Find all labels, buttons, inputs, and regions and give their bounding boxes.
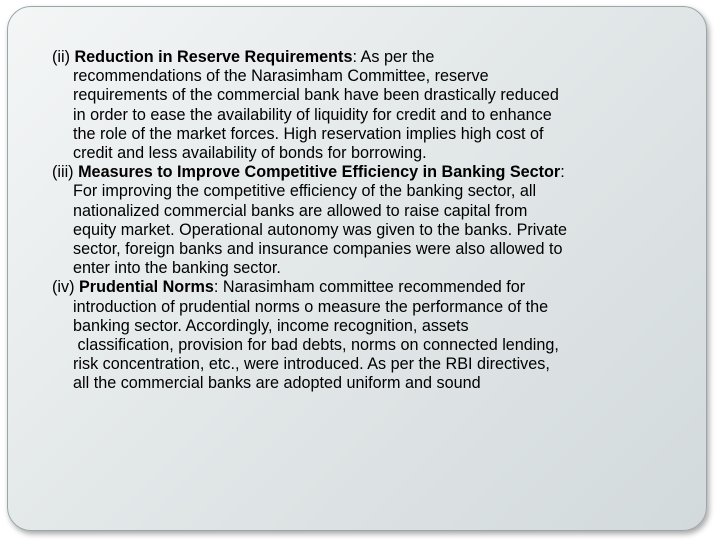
slide-body-text bbox=[52, 48, 697, 394]
item-text-line: : As per the bbox=[352, 48, 435, 66]
item-text-line: recommendations of the Narasimham Committee, reserve bbox=[73, 67, 489, 86]
item-heading: Reduction in Reserve Requirements bbox=[74, 48, 353, 66]
item-text-line: equity market. Operational autonomy was given to the banks. Private bbox=[73, 220, 567, 239]
item-text-line: requirements of the commercial bank have been drastically reduced bbox=[73, 86, 559, 105]
item-text-line: all the commercial banks are adopted uniform and sound bbox=[73, 374, 481, 393]
item-text-line: credit and less availability of bonds for borrowing. bbox=[73, 144, 427, 163]
item-text-line: : bbox=[560, 163, 565, 182]
slide-frame bbox=[7, 6, 707, 531]
item-text-line: : Narasimham committee recommended for bbox=[213, 278, 526, 297]
list-item-reserve-requirements bbox=[52, 48, 697, 163]
item-text-line: nationalized commercial banks are allowed to raise capital from bbox=[73, 201, 528, 220]
item-text-line: For improving the competitive efficiency of the banking sector, all bbox=[73, 182, 537, 201]
list-item-prudential-norms bbox=[52, 278, 697, 393]
item-text-line: the role of the market forces. High reservation implies high cost of bbox=[73, 124, 544, 143]
item-text-line: classification, provision for bad debts, norms on connected lending, bbox=[73, 336, 559, 355]
item-text-line: sector, foreign banks and insurance companies were also allowed to bbox=[73, 240, 563, 259]
item-number: (ii) bbox=[52, 48, 75, 66]
item-text-line: introduction of prudential norms o measure the performance of the bbox=[73, 297, 549, 316]
item-number: (iii) bbox=[52, 163, 79, 182]
item-heading: Prudential Norms bbox=[78, 278, 214, 297]
item-text-line: in order to ease the availability of liquidity for credit and to enhance bbox=[73, 105, 552, 124]
item-text-line: banking sector. Accordingly, income recognition, assets bbox=[73, 316, 469, 335]
item-number: (iv) bbox=[52, 278, 79, 297]
list-item-competitive-efficiency bbox=[52, 163, 697, 278]
item-text-line: risk concentration, etc., were introduced. As per the RBI directives, bbox=[73, 355, 550, 374]
item-text-line: enter into the banking sector. bbox=[73, 259, 281, 278]
item-heading: Measures to Improve Competitive Efficiency in Banking Sector bbox=[78, 163, 561, 182]
